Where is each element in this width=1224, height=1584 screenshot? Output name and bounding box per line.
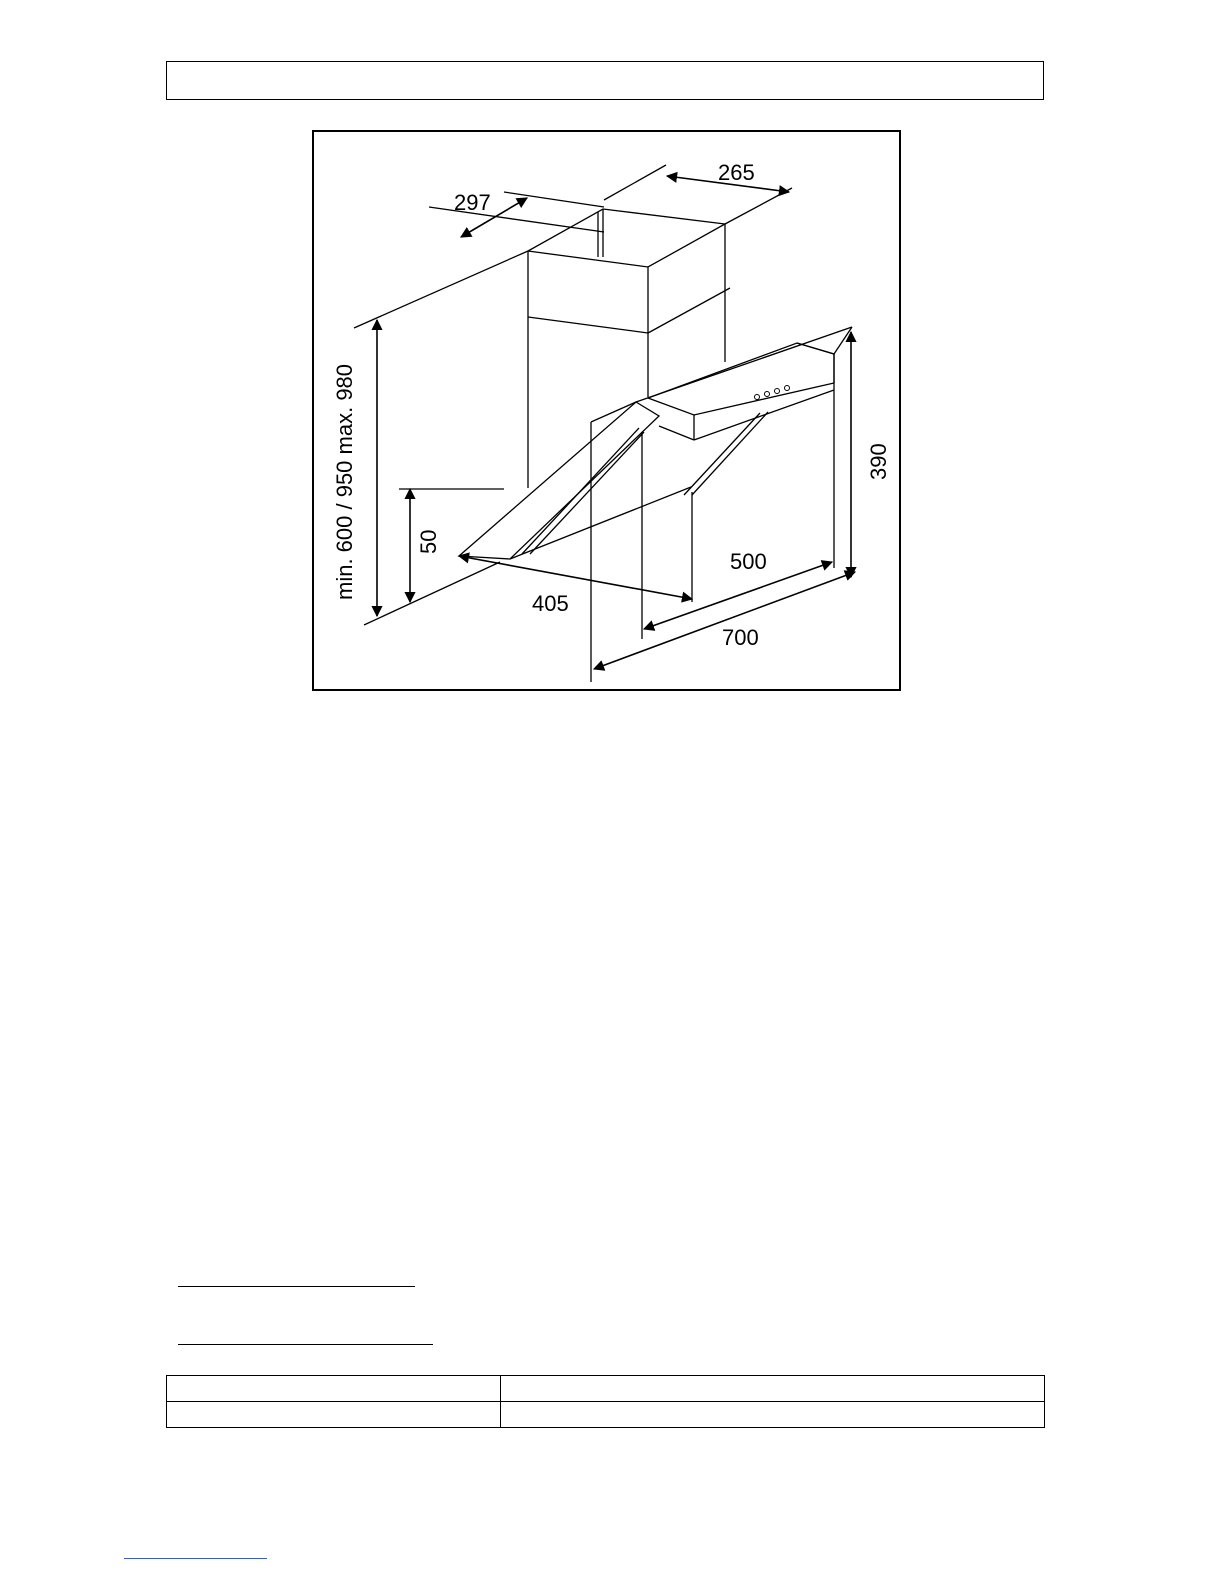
dimension-drawing-frame xyxy=(312,130,901,691)
canopy-glass-outline xyxy=(459,402,659,559)
dimension-500-label: 500 xyxy=(730,549,767,574)
spec-table xyxy=(166,1375,1045,1428)
dimension-390-label: 390 xyxy=(866,443,891,480)
hood-dimension-drawing xyxy=(314,132,903,693)
table-cell xyxy=(501,1376,1045,1402)
table-cell xyxy=(167,1376,501,1402)
table-row xyxy=(167,1376,1045,1402)
dimension-297-label: 297 xyxy=(454,190,491,215)
dimension-installation-height-label: min. 600 / 950 max. 980 xyxy=(332,363,357,600)
hood-body-outline xyxy=(648,343,834,415)
dimension-50-label: 50 xyxy=(416,529,441,554)
header-box xyxy=(166,61,1044,100)
dimension-265-label: 265 xyxy=(718,160,755,185)
section-heading-underline-1 xyxy=(178,1286,415,1287)
table-row xyxy=(167,1402,1045,1428)
footer-link-underline xyxy=(124,1558,267,1559)
table-cell xyxy=(501,1402,1045,1428)
dimension-405-label: 405 xyxy=(532,591,569,616)
chimney-outline xyxy=(528,209,725,267)
table-cell xyxy=(167,1402,501,1428)
dimension-700-label: 700 xyxy=(722,625,759,650)
section-heading-underline-2 xyxy=(178,1344,433,1345)
